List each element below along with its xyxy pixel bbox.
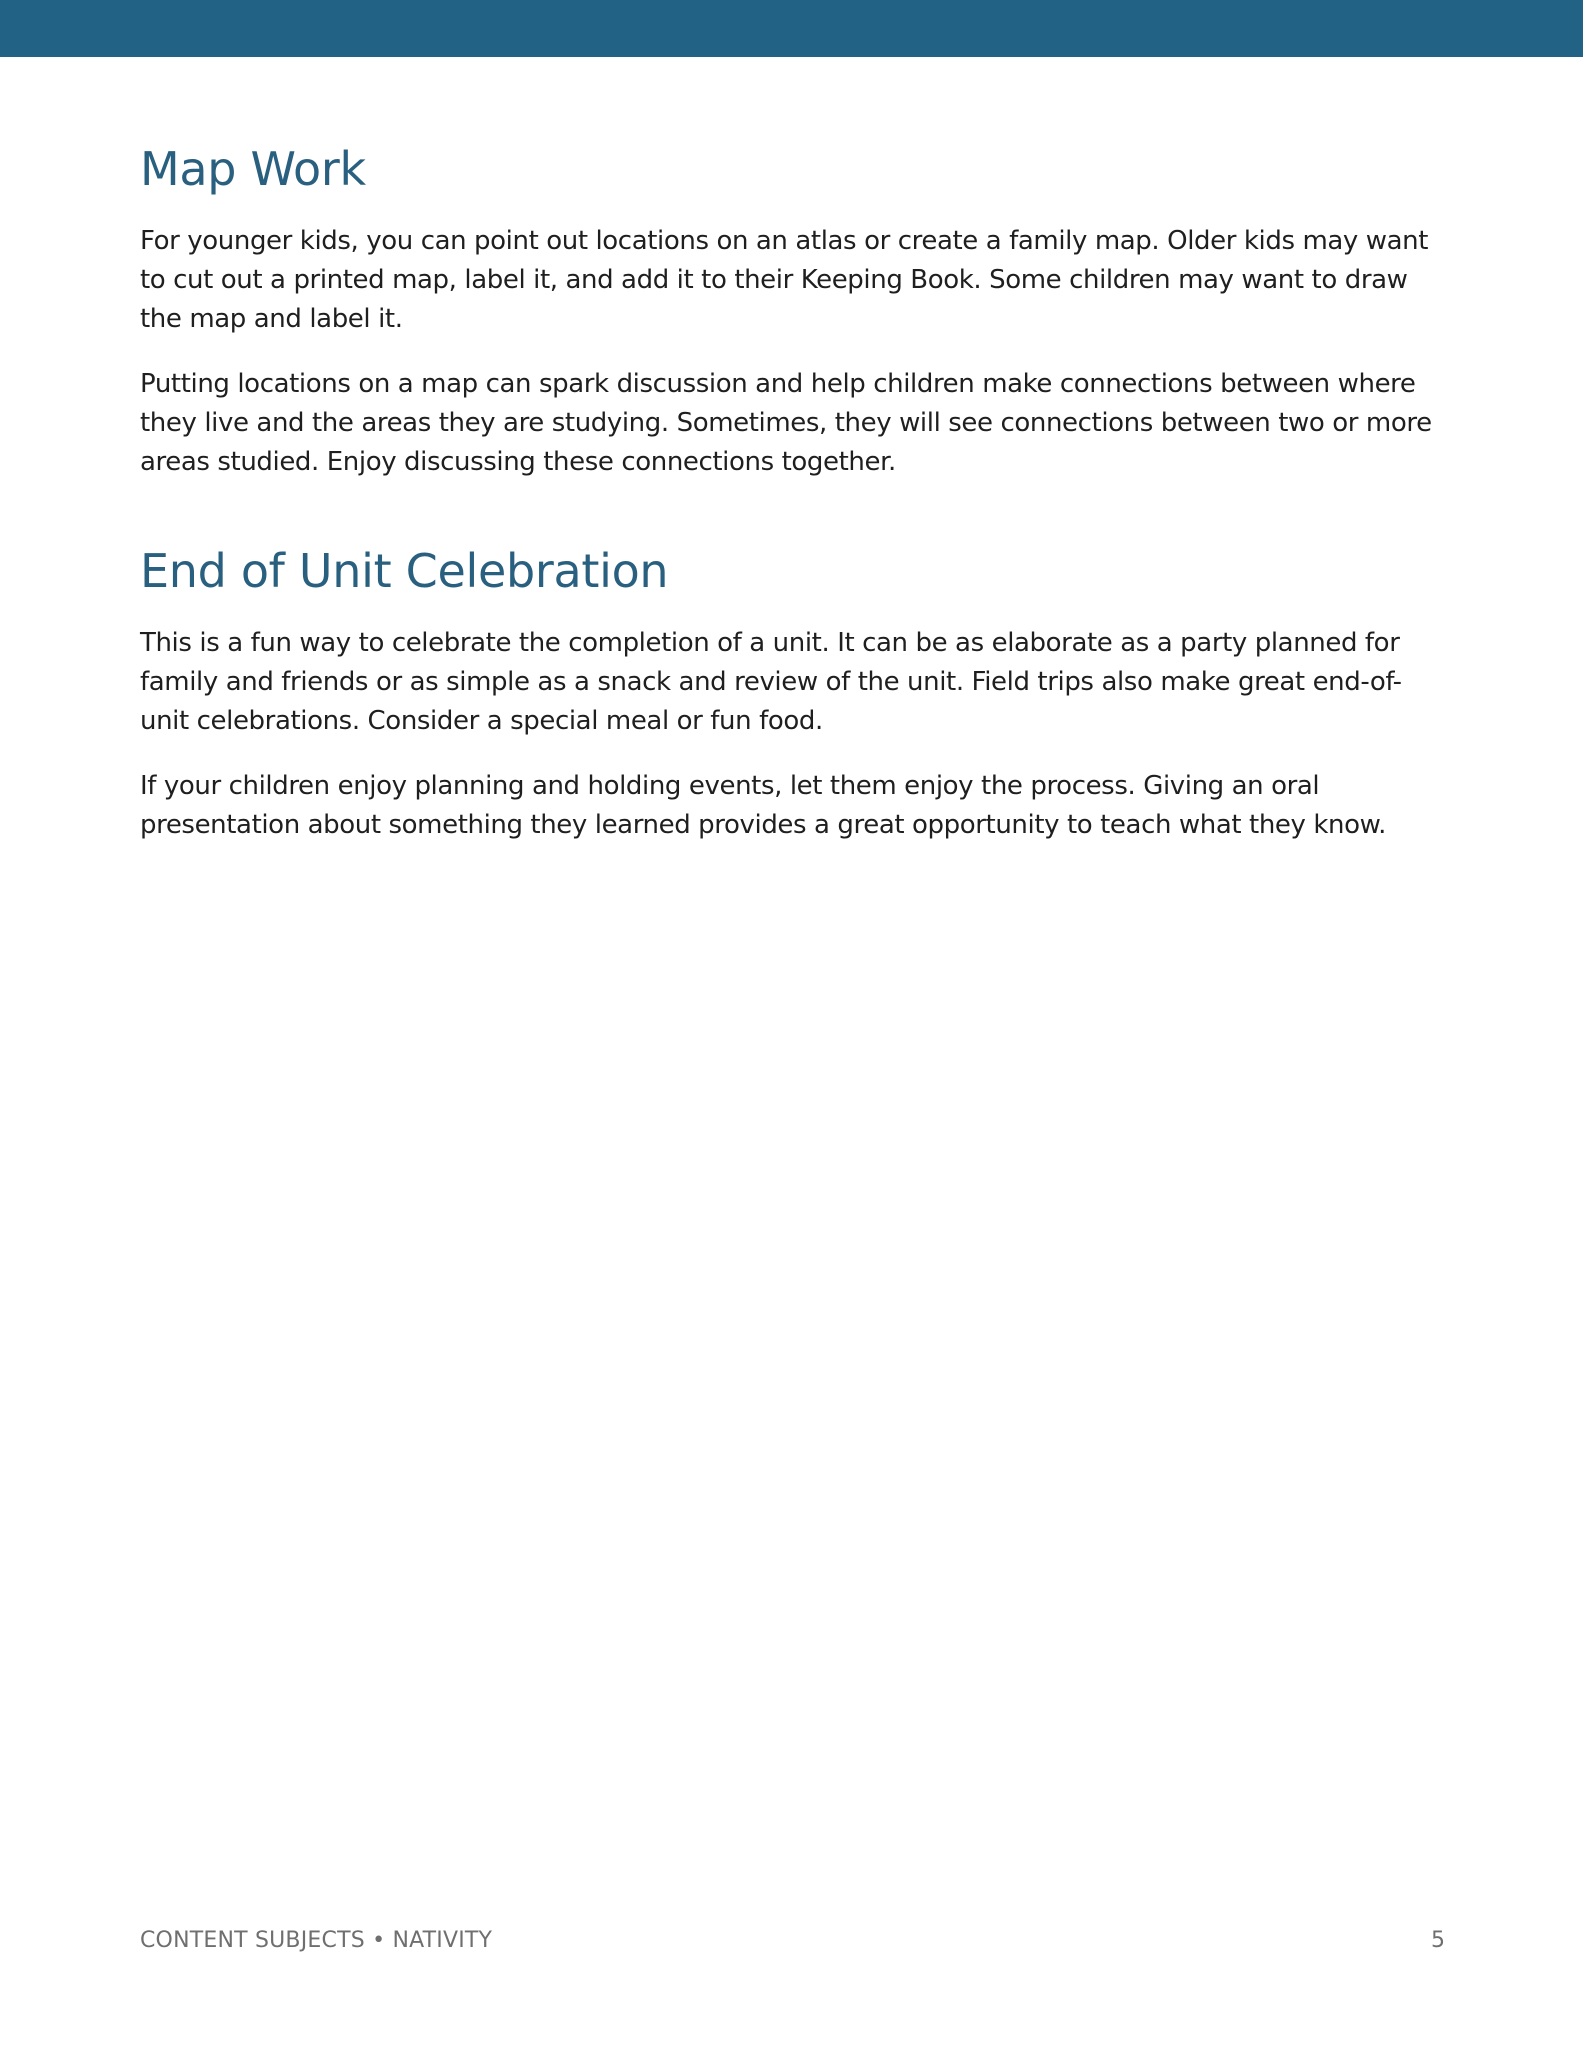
section-end-of-unit-celebration (140, 542, 1445, 845)
top-color-band (0, 0, 1583, 57)
page-content (140, 140, 1445, 845)
page-number: 5 (1431, 1928, 1445, 1953)
body-paragraph: For younger kids, you can point out locations on an atlas or create a family map. Older kids may want to cut out a printed map, label it, and add it to their Keeping Book. Some children may want to draw the map and label it. (140, 226, 1429, 334)
body-paragraph: This is a fun way to celebrate the completion of a unit. It can be as elaborate as a party planned for family and friends or as simple as a snack and review of the unit. Field trips also make great end-of-unit celebrations. Consider a special meal or fun food. (140, 628, 1402, 736)
section-heading: Map Work (140, 142, 366, 196)
section-heading: End of Unit Celebration (140, 544, 669, 598)
body-paragraph: If your children enjoy planning and holding events, let them enjoy the process. Giving an oral presentation about something they learned provides a great opportunity to teach what they know. (140, 771, 1386, 840)
footer-running-title: CONTENT SUBJECTS • NATIVITY (140, 1928, 493, 1953)
body-paragraph: Putting locations on a map can spark discussion and help children make connections between where they live and the areas they are studying. Sometimes, they will see connections between two or more areas studied. Enjoy discussing these connections together. (140, 369, 1432, 477)
section-map-work (140, 140, 1445, 482)
page-footer (140, 1926, 1445, 1956)
